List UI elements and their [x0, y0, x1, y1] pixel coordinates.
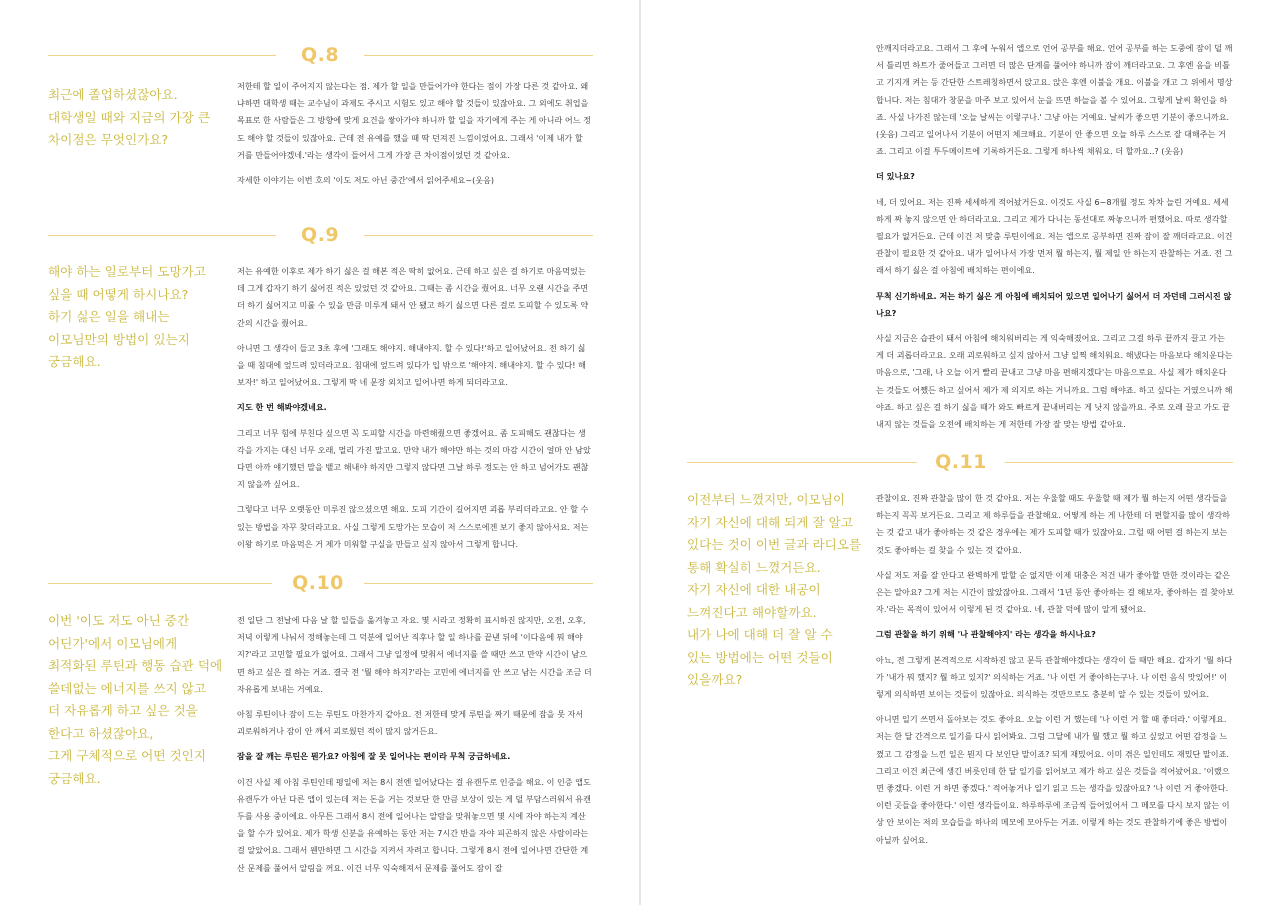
q9-question: 해야 하는 일로부터 도망가고 싶을 때 어떻게 하시나요? 하기 싫은 일을 해내는 이모님만의 방법이 있는지 궁금해요.: [48, 264, 206, 369]
q11-number: Q.11: [935, 451, 987, 473]
answer-paragraph: 전 일단 그 전날에 다음 날 할 일들을 옮겨놓고 자요. 몇 시라고 정확히 표시하진 않지만, 오전, 오후, 저녁 이렇게 나눠서 정해놓는데 그 덕분에 일어난 직후나 할 일 하나를 끝낸 뒤에 '이다음에 뭐 해야지?'라고 고민할 필요가 없어요. 그래서 그냥 일정에 맞춰서 에너지를 쓸 때만 쓰고 만약 시간이 남으면 하고 싶은 걸 하는 거죠. 결국 전 '뭘 해야 하지?'라는 고민에 에너지를 안 쓰고 남는 시간을 조금 더 자유롭게 보내는 거예요.: [237, 615, 592, 694]
q10-header: [48, 571, 593, 595]
q10-rule-right: [364, 583, 593, 584]
interviewer-question: 더 있나요?: [876, 171, 915, 182]
q11-answer: [876, 490, 1234, 857]
answer-paragraph: 네, 더 있어요. 저는 진짜 세세하게 적어놨거든요. 이것도 사실 6~8개월 정도 차차 늘린 거예요. 세세하게 짜 놓지 않으면 안 하더라고요. 그리고 제가 다니는 동선대로 짜놓으니까 편했어요. 따로 생각할 필요가 없거든요. 근데 이건 저 맞춤 루틴이에요. 저는 앱으로 공부하면 진짜 잠이 잘 깨더라고요. 이건 관찰이 필요한 것 같아요. 내가 일어나서 가장 먼저 뭘 하는지, 뭘 제일 안 하는지 관찰하는 거죠. 전 그래서 하기 싫은 걸 아침에 배치하는 편이에요.: [876, 196, 1233, 276]
answer-paragraph: 아니면 그 생각이 들고 3초 후에 '그래도 해야지. 해내야지. 할 수 있다!'하고 일어났어요. 전 하기 싫을 때 침대에 엎드려 있더라고요. 침대에 엎드려 있다가 입 밖으로 '해야지. 해내야지. 할 수 있다! 해보자!' 하고 일어났어요. 그렇게 딱 네 문장 외치고 일어나면 하게 되더라고요.: [237, 342, 586, 388]
interviewer-remark: 지도 한 번 해봐야겠네요.: [237, 402, 327, 413]
answer-paragraph: 사실 지금은 습관이 돼서 아침에 해치워버리는 게 익숙해졌어요. 그리고 그걸 하루 끝까지 끌고 가는 게 더 괴롭더라고요. 오래 괴로워하고 싶지 않아서 그냥 일찍 해치워요. 해냈다는 마음보다 해치운다는 마음으로, '그래, 나 오늘 이거 빨리 끝내고 그냥 마음 편해지겠다'는 마음으로요. 사실 제가 해치운다는 것들도 어쨌든 하고 싶어서 제가 제 의지로 하는 거니까요. 그럼 해야죠. 하고 싶다는 거였으니까 해야죠. 하고 싶은 걸 하기 싫을 때가 와도 빠르게 끝내버리는 게 낫지 않을까요. 주로 오래 끌고 가도 끝내지 않는 것들을 오전에 배치하는 게 저한테 가장 잘 맞는 방법 같아요.: [876, 333, 1233, 430]
q8-rule-left: [48, 55, 276, 56]
answer-paragraph: 안깨지더라고요. 그래서 그 후에 누워서 앱으로 언어 공부를 해요. 언어 공부를 하는 도중에 잠이 덜 깨서 틀리면 하트가 줄어들고 그러면 더 많은 단계를 풀어야 하니까 잠이 깨더라고요. 그 후엔 음을 비틀고 기지개 켜는 등 간단한 스트레칭하면서 앉고요. 앉은 후엔 이불을 개요. 이불을 개고 그 위에서 명상합니다. 저는 침대가 창문을 마주 보고 있어서 눈을 뜨면 하늘을 볼 수 있어요. 그렇게 날씨 확인을 하죠. 사실 나가진 않는데 '오늘 날씨는 이렇구나.' 그냥 아는 거예요. 날씨가 좋으면 기분이 좋으니까요.(웃음) 그리고 일어나서 기분이 어떤지 체크해요. 기분이 안 좋으면 오늘 하루 스스로 잘 대해주는 거죠. 그리고 이걸 투두메이트에 기록하거든요. 그렇게 하나씩 채워요. 더 할까요..? (웃음): [876, 43, 1233, 157]
q11-question: 이전부터 느꼈지만, 이모님이 자기 자신에 대해 되게 잘 알고 있다는 것이 이번 글과 라디오를 통해 확실히 느꼈거든요. 자기 자신에 대한 내공이 느껴진다고 해야할까요. 내가 나에 대해 더 잘 알 수 있는 방법에는 어떤 것들이 있을까요?: [687, 492, 862, 687]
interviewer-question: 무척 신기하네요. 저는 하기 싫은 게 아침에 배치되어 있으면 일어나기 싫어서 더 자던데 그러시진 않나요?: [876, 290, 1232, 318]
q10-rule-left: [48, 583, 272, 584]
answer-paragraph: 그리고 너무 힘에 부친다 싶으면 꼭 도피할 시간을 마련해줬으면 좋겠어요. 좀 도피해도 괜찮다는 생각을 가지는 대신 너무 오래, 멀리 가진 말고요. 만약 내가 해야만 하는 것의 마감 시간이 얼마 안 남았다면 아까 얘기했던 말을 뱉고 해내야 하지만 그렇지 않다면 그날 하루 정도는 안 하고 넘어가도 괜찮지 않을까 싶어요.: [237, 427, 591, 490]
answer-paragraph: 사실 저도 저를 잘 안다고 완벽하게 말할 순 없지만 이제 대충은 저건 내가 좋아할 만한 것이라는 같은 은는 알아요? 그게 저는 시간이 많았잖아요. 그래서 '1년 동안 좋아하는 걸 해보자, 좋아하는 걸 찾아보자.'라는 목적이 있어서 이렇게 된 것 같아요. 네, 관찰 덕에 많이 알게 됐어요.: [876, 569, 1234, 615]
q10-question: 이번 '이도 저도 아닌 중간 어딘가'에서 이모님에게 최적화된 루틴과 행동 습관 덕에 쓸데없는 에너지를 쓰지 않고 더 자유롭게 하고 싶은 것을 한다고 하셨잖아요, 그게 구체적으로 어떤 것인지 궁금해요.: [48, 613, 223, 786]
q9-header: [48, 223, 593, 247]
answer-paragraph: 이건 사실 제 아침 루틴인데 평일에 저는 8시 전엔 일어났다는 걸 유캔두로 인증을 해요. 이 인증 앱도 유캔두가 아닌 다른 앱이 있는데 저는 돈을 거는 것보단 한 만큼 보상이 있는 게 덜 부담스러워서 유캔두를 사용 중이에요. 아무튼 그래서 8시 전에 일어나는 알람을 맞춰놓으면 몇 시에 자야 하는지 계산을 할 수가 있어요. 제가 학생 신분을 유예하는 동안 저는 7시간 반을 자야 피곤하지 않은 사람이라는 걸 알았어요. 그래서 웬만하면 그 시간을 지켜서 자려고 합니다. 그렇게 8시 전에 일어나면 간단한 계산 문제를 풀어서 알림을 꺼요. 이건 너무 익숙해져서 문제를 풀어도 잠이 잘: [237, 776, 591, 873]
answer-paragraph: 아침 루틴이나 잠이 드는 루틴도 마찬가지 같아요. 전 저한테 맞게 루틴을 짜기 때문에 잠을 못 자서 괴로워하거나 잠이 안 깨서 괴로웠던 적이 많지 않거든요.: [237, 709, 584, 737]
q11-rule-left: [687, 462, 917, 463]
q10-answer: [237, 612, 592, 885]
q8-answer: [237, 78, 592, 197]
answer-paragraph: 자세한 이야기는 이번 호의 '이도 저도 아닌 중간'에서 읽어주세요~(웃음): [237, 175, 495, 186]
q9-rule-right: [364, 235, 593, 236]
q9-rule-left: [48, 235, 276, 236]
q10-number: Q.10: [292, 572, 344, 594]
q8-number: Q.8: [300, 44, 340, 66]
q9-answer: [237, 263, 592, 561]
answer-paragraph: 아뇨, 전 그렇게 본격적으로 시작하진 않고 문득 관찰해야겠다는 생각이 들 때만 해요. 갑자기 '뭘 하다가 '내가 뭐 했지? 뭘 하고 있지?' 의식하는 거죠. '나 이런 거 좋아하는구나. 나 이런 음식 맛있어!' 이렇게 의식하면 보이는 것들이 있잖아요. 의식하는 것만으로도 충분히 알 수 있는 것들이 있어요.: [876, 654, 1233, 700]
answer-paragraph: 아니면 일기 쓰면서 돌아보는 것도 좋아요. 오늘 이런 거 했는데 '나 이런 거 할 때 좋더라.' 이렇게요. 저는 한 달 간격으로 일기를 다시 읽어봐요. 그럼 그달에 내가 뭘 했고 뭘 하고 싶었고 어떤 감정을 느꼈고 그 감정을 느낀 일은 뭔지 다 보인단 말이죠? 되게 재밌어요. 이미 겪은 일인데도 재밌단 말이죠. 그리고 이건 최근에 생긴 버릇인데 한 달 일기를 읽어보고 제가 하고 싶은 것들을 적어놨어요. '이랬으면 좋겠다. 이런 거 하면 좋겠다.' 적어놓거나 일기 읽고 드는 생각을 있잖아요? '나 이런 거 좋아한다. 이런 곳들을 좋아한다.' 이런 생각들이요. 하루하루에 조금씩 들어있어서 그 메모를 다시 보지 않는 이상 안 보이는 저의 모습들을 하나의 메모에 모아두는 거죠. 이렇게 하는 것도 관찰하기에 좋은 방법이 아닐까 싶어요.: [876, 714, 1230, 845]
q9-number: Q.9: [300, 224, 340, 246]
right-page: [641, 0, 1280, 905]
answer-paragraph: 그렇다고 너무 오랫동안 미루진 않으셨으면 해요. 도피 기간이 길어지면 괴롭 부리더라고요. 안 할 수 있는 방법을 자꾸 찾더라고요. 사실 그렇게 도망가는 모습이 저 스스로에겐 보기 좋지 않아서요. 저는 이왕 하기로 마음먹은 거 제가 미워할 구실을 만들고 싶지 않아서 그렇게 합니다.: [237, 504, 589, 549]
q8-rule-right: [364, 55, 593, 56]
q8-header: [48, 43, 593, 67]
answer-paragraph: 저는 유예한 이후로 제가 하기 싫은 걸 해본 적은 딱히 없어요. 근데 하고 싶은 걸 하기로 마음먹었는데 그게 갑자기 하기 싫어진 적은 있었던 것 같아요. 그때는 좀 시간을 줬어요. 너무 오랜 시간을 주면 더 하기 싫어지고 미룰 수 있을 만큼 미루게 돼서 안 됐고 하기 싫으면 다른 걸로 도피할 수 있도록 약간의 시간을 줬어요.: [237, 266, 589, 328]
q10-answer-continued: [876, 40, 1234, 441]
interviewer-question: 잠을 잘 깨는 루틴은 뭔가요? 아침에 잘 못 일어나는 편이라 무척 궁금하네요.: [237, 751, 511, 762]
q11-rule-right: [1005, 462, 1233, 463]
interviewer-question: 그럼 관찰을 하기 위해 '나 관찰해야지' 라는 생각을 하시나요?: [876, 629, 1096, 640]
answer-paragraph: 관찰이요. 진짜 관찰을 많이 한 것 같아요. 저는 우울할 때도 우울할 때 제가 뭘 하는지 어떤 생각들을 하는지 꼭꼭 보거든요. 그리고 제 하루들을 관찰해요. 어떻게 하는 게 나한테 더 편할지를 많이 생각하는 것 같고 내가 좋아하는 것 같은 경우에는 제가 도피할 때가 있잖아요. 그럴 때 어떤 걸 하는지 보는 것도 좋아하는 걸 찾을 수 있는 것 같아요.: [876, 493, 1230, 555]
q8-question: 최근에 졸업하셨잖아요. 대학생일 때와 지금의 가장 큰 차이점은 무엇인가요?: [48, 87, 210, 147]
answer-paragraph: 저한테 할 일이 주어지지 않는다는 점. 제가 할 일을 만들어가야 한다는 점이 가장 다른 것 같아요. 왜냐하면 대학생 때는 교수님이 과제도 주시고 시험도 있고 해야 할 것들이 있잖아요. 그 외에도 취업을 목표로 한 사람들은 그 방향에 맞게 요건을 쌓아가야 하니까 할 일을 자기에게 주는 게 아니라 어느 정도 해야 할 것들이 있잖아요. 근데 전 유예를 했을 때 딱 던져진 느낌이었어요. 그래서 '이제 내가 할 거를 만들어야겠네.'라는 생각이 들어서 그게 가장 큰 차이점이었던 것 같아요.: [237, 81, 591, 160]
q11-header: [687, 450, 1233, 474]
